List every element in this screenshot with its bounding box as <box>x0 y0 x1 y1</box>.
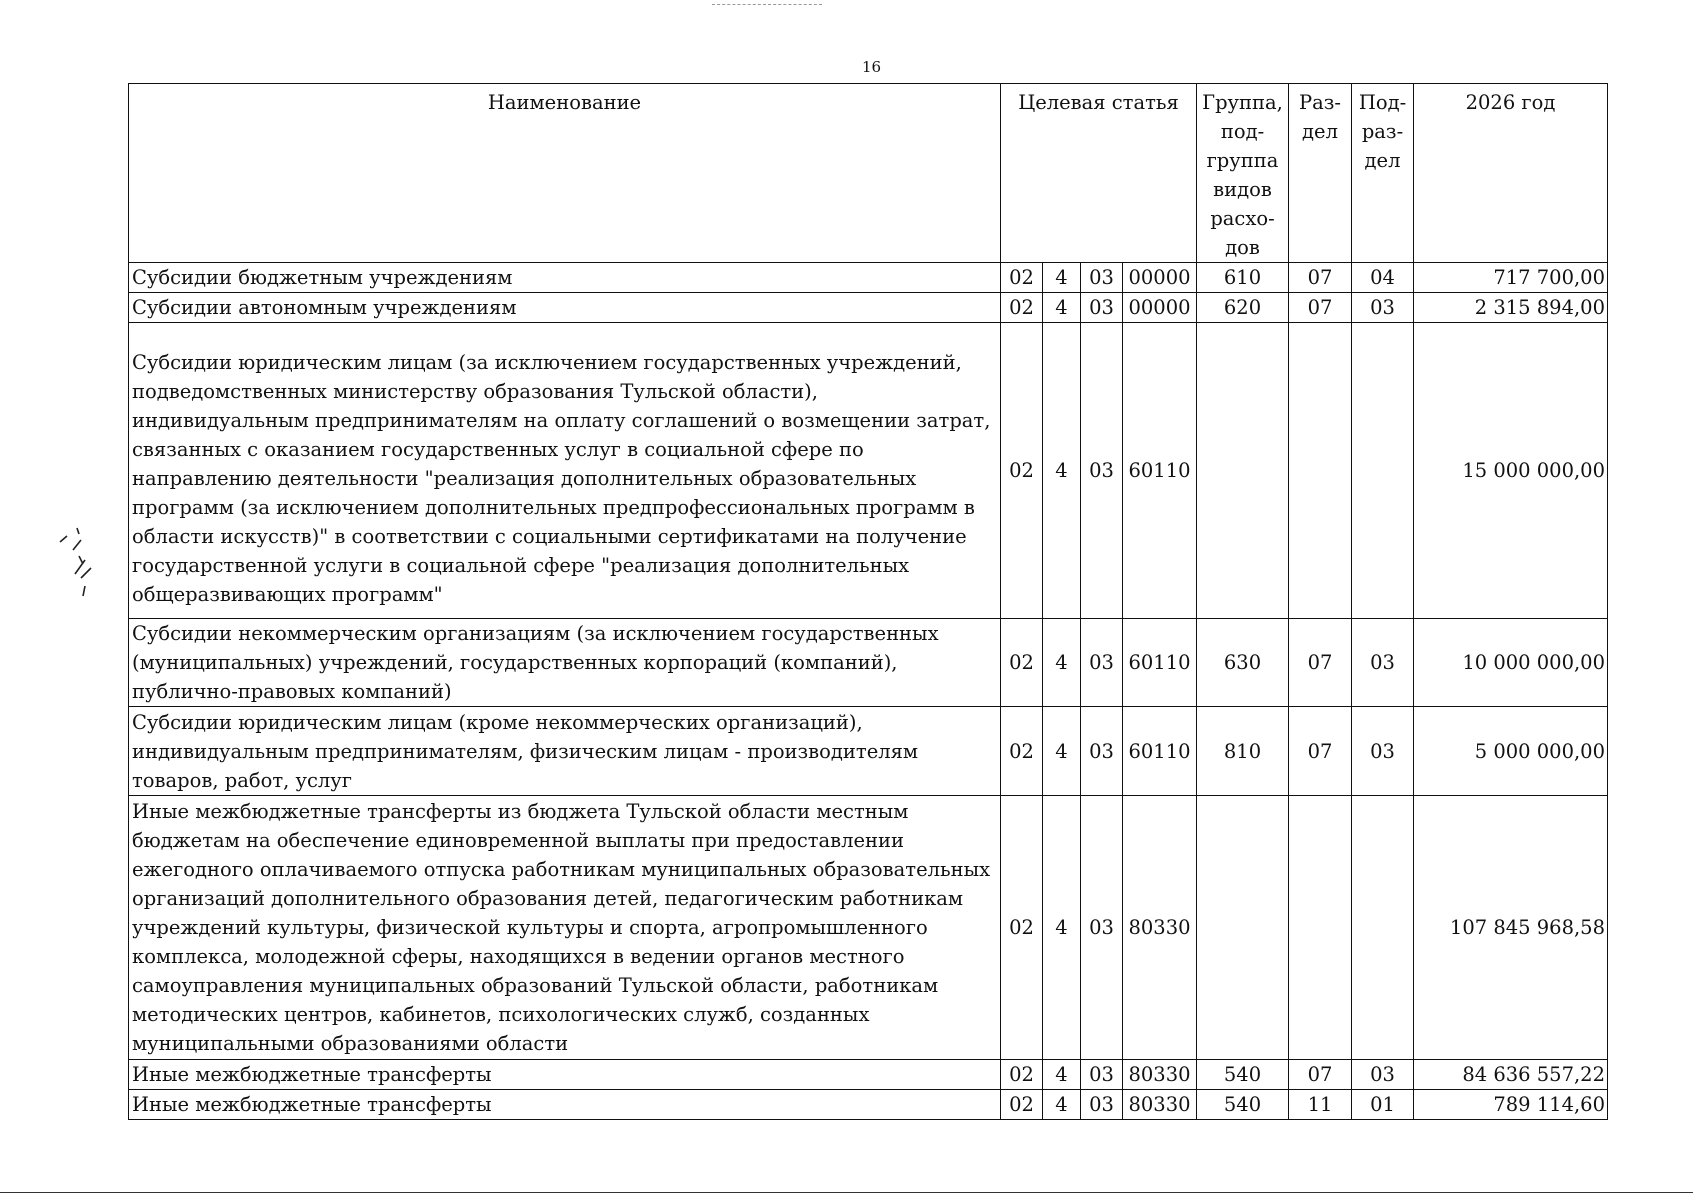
target-code-4: 00000 <box>1123 293 1197 323</box>
page-number: 16 <box>862 58 882 76</box>
target-code-2: 4 <box>1043 619 1081 707</box>
section: 07 <box>1289 619 1352 707</box>
table-row <box>129 1060 1608 1090</box>
expense-group: 630 <box>1197 619 1289 707</box>
subsection: 03 <box>1352 619 1414 707</box>
target-code-4: 60110 <box>1123 707 1197 796</box>
expense-group: 610 <box>1197 263 1289 293</box>
row-name: Иные межбюджетные трансферты <box>129 1090 1001 1120</box>
row-name: Иные межбюджетные трансферты из бюджета Тульской области местным бюджетам на обеспечение единовременной выплаты при предоставлении ежегодного оплачиваемого отпуска работникам муниципальных образовательных организаций дополнительного образования детей, педагогическим работникам учреждений культуры, физической культуры и спорта, агропромышленного комплекса, молодежной сферы, находящихся в ведении органов местного самоуправления муниципальных образований Тульской области, работникам методических центров, кабинетов, психологических служб, созданных муниципальными образованиями области <box>129 796 1001 1060</box>
budget-table <box>128 83 1608 1120</box>
subsection: 04 <box>1352 263 1414 293</box>
amount-2026: 15 000 000,00 <box>1414 323 1608 619</box>
amount-2026: 107 845 968,58 <box>1414 796 1608 1060</box>
amount-2026: 789 114,60 <box>1414 1090 1608 1120</box>
table-row <box>129 707 1608 796</box>
table-row <box>129 1090 1608 1120</box>
target-code-1: 02 <box>1001 323 1043 619</box>
expense-group: 540 <box>1197 1060 1289 1090</box>
header-group: Группа, под- группа видов расхо- дов <box>1197 84 1289 263</box>
target-code-4: 60110 <box>1123 619 1197 707</box>
amount-2026: 5 000 000,00 <box>1414 707 1608 796</box>
page-bottom-edge <box>0 1192 1693 1193</box>
table-row <box>129 293 1608 323</box>
target-code-3: 03 <box>1081 1090 1123 1120</box>
section: 07 <box>1289 707 1352 796</box>
section: 07 <box>1289 293 1352 323</box>
expense-group: 810 <box>1197 707 1289 796</box>
target-code-1: 02 <box>1001 707 1043 796</box>
table-row <box>129 796 1608 1060</box>
target-code-4: 00000 <box>1123 263 1197 293</box>
target-code-3: 03 <box>1081 707 1123 796</box>
subsection <box>1352 796 1414 1060</box>
margin-handwriting-mark <box>55 520 105 620</box>
subsection: 03 <box>1352 1060 1414 1090</box>
row-name: Иные межбюджетные трансферты <box>129 1060 1001 1090</box>
amount-2026: 10 000 000,00 <box>1414 619 1608 707</box>
expense-group: 540 <box>1197 1090 1289 1120</box>
target-code-2: 4 <box>1043 1090 1081 1120</box>
target-code-4: 60110 <box>1123 323 1197 619</box>
expense-group: 620 <box>1197 293 1289 323</box>
scan-artifact <box>712 0 822 5</box>
amount-2026: 84 636 557,22 <box>1414 1060 1608 1090</box>
target-code-3: 03 <box>1081 263 1123 293</box>
target-code-1: 02 <box>1001 1090 1043 1120</box>
expense-group <box>1197 796 1289 1060</box>
row-name: Субсидии юридическим лицам (кроме некоммерческих организаций), индивидуальным предпринимателям, физическим лицам - производителям товаров, работ, услуг <box>129 707 1001 796</box>
header-name: Наименование <box>129 84 1001 263</box>
header-subsection: Под- раз- дел <box>1352 84 1414 263</box>
target-code-1: 02 <box>1001 263 1043 293</box>
target-code-4: 80330 <box>1123 1090 1197 1120</box>
section <box>1289 323 1352 619</box>
subsection: 01 <box>1352 1090 1414 1120</box>
table-row <box>129 619 1608 707</box>
section: 07 <box>1289 1060 1352 1090</box>
subsection: 03 <box>1352 293 1414 323</box>
target-code-3: 03 <box>1081 1060 1123 1090</box>
subsection: 03 <box>1352 707 1414 796</box>
amount-2026: 717 700,00 <box>1414 263 1608 293</box>
row-name: Субсидии юридическим лицам (за исключением государственных учреждений, подведомственных министерству образования Тульской области), индивидуальным предпринимателям на оплату соглашений о возмещении затрат, связанных с оказанием государственных услуг в социальной сфере по направлению деятельности "реализация дополнительных образовательных программ (за исключением дополнительных предпрофессиональных программ в области искусств)" в соответствии с социальными сертификатами на получение государственной услуги в социальной сфере "реализация дополнительных общеразвивающих программ" <box>129 323 1001 619</box>
table-row <box>129 323 1608 619</box>
target-code-2: 4 <box>1043 293 1081 323</box>
target-code-1: 02 <box>1001 293 1043 323</box>
target-code-1: 02 <box>1001 796 1043 1060</box>
target-code-3: 03 <box>1081 323 1123 619</box>
section: 07 <box>1289 263 1352 293</box>
target-code-3: 03 <box>1081 293 1123 323</box>
header-year: 2026 год <box>1414 84 1608 263</box>
row-name: Субсидии автономным учреждениям <box>129 293 1001 323</box>
target-code-4: 80330 <box>1123 1060 1197 1090</box>
table-row <box>129 263 1608 293</box>
subsection <box>1352 323 1414 619</box>
row-name: Субсидии некоммерческим организациям (за исключением государственных (муниципальных) учреждений, государственных корпораций (компаний), публично-правовых компаний) <box>129 619 1001 707</box>
amount-2026: 2 315 894,00 <box>1414 293 1608 323</box>
target-code-4: 80330 <box>1123 796 1197 1060</box>
target-code-2: 4 <box>1043 323 1081 619</box>
target-code-2: 4 <box>1043 263 1081 293</box>
target-code-2: 4 <box>1043 1060 1081 1090</box>
target-code-1: 02 <box>1001 619 1043 707</box>
table-header-row <box>129 84 1608 263</box>
row-name: Субсидии бюджетным учреждениям <box>129 263 1001 293</box>
target-code-1: 02 <box>1001 1060 1043 1090</box>
header-target: Целевая статья <box>1001 84 1197 263</box>
section: 11 <box>1289 1090 1352 1120</box>
target-code-3: 03 <box>1081 796 1123 1060</box>
target-code-3: 03 <box>1081 619 1123 707</box>
target-code-2: 4 <box>1043 796 1081 1060</box>
header-section: Раз- дел <box>1289 84 1352 263</box>
section <box>1289 796 1352 1060</box>
target-code-2: 4 <box>1043 707 1081 796</box>
expense-group <box>1197 323 1289 619</box>
